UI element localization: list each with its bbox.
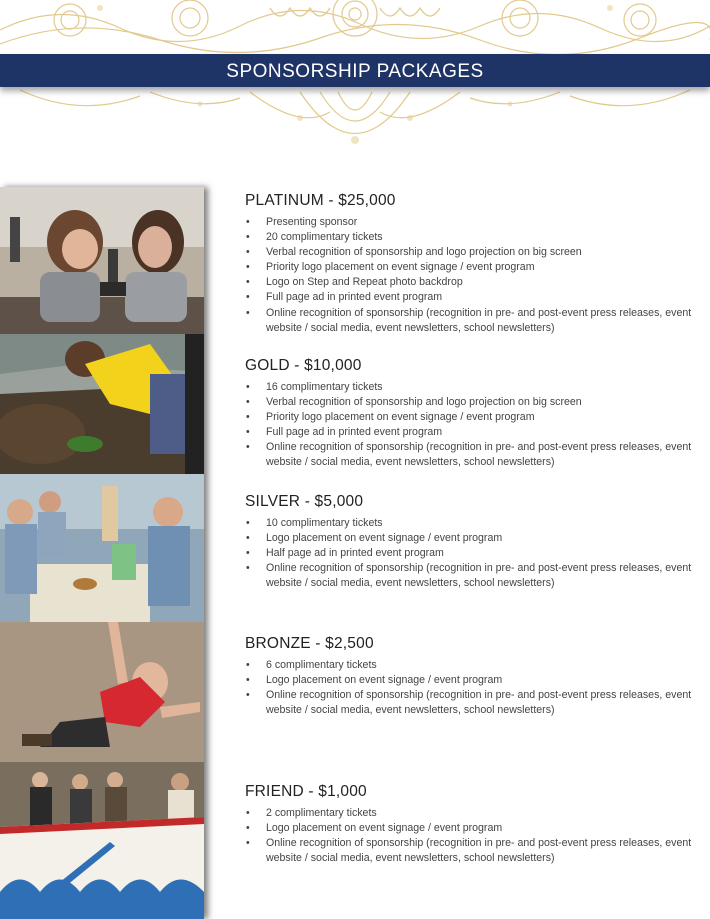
- list-item: • 6 complimentary tickets: [245, 658, 705, 673]
- package-platinum: [245, 192, 705, 336]
- list-item: • Verbal recognition of sponsorship and logo projection on big screen: [245, 245, 705, 260]
- benefits-list: [245, 215, 705, 336]
- package-title: FRIEND - $1,000: [245, 783, 367, 800]
- list-item: • Online recognition of sponsorship (recognition in pre- and post-event press releases, event website / social media, event newsletters, school newsletters): [245, 836, 705, 866]
- benefits-list: [245, 380, 705, 471]
- title-banner: [0, 54, 710, 87]
- photo-column: [0, 187, 204, 919]
- boy-climbing-photo: [0, 622, 204, 762]
- boy-gardening-photo: [0, 334, 204, 474]
- package-title: BRONZE - $2,500: [245, 635, 374, 652]
- list-item: • Online recognition of sponsorship (recognition in pre- and post-event press releases, event website / social media, event newsletters, school newsletters): [245, 306, 705, 336]
- list-item: • Full page ad in printed event program: [245, 290, 705, 305]
- package-bronze: [245, 635, 705, 718]
- list-item: • Priority logo placement on event signage / event program: [245, 260, 705, 275]
- list-item: • Priority logo placement on event signage / event program: [245, 410, 705, 425]
- package-friend: [245, 783, 705, 866]
- list-item: • Online recognition of sponsorship (recognition in pre- and post-event press releases, event website / social media, event newsletters, school newsletters): [245, 440, 705, 470]
- girls-with-microscopes-photo: [0, 187, 204, 334]
- list-item: • Online recognition of sponsorship (recognition in pre- and post-event press releases, event website / social media, event newsletters, school newsletters): [245, 688, 705, 718]
- benefits-list: [245, 806, 705, 866]
- list-item: • Verbal recognition of sponsorship and logo projection on big screen: [245, 395, 705, 410]
- students-at-exhibit-photo: [0, 474, 204, 622]
- package-silver: [245, 493, 705, 591]
- benefits-list: [245, 516, 705, 591]
- list-item: • Full page ad in printed event program: [245, 425, 705, 440]
- list-item: • 16 complimentary tickets: [245, 380, 705, 395]
- list-item: • 10 complimentary tickets: [245, 516, 705, 531]
- package-title: SILVER - $5,000: [245, 493, 364, 510]
- group-with-boat-mural-photo: [0, 762, 204, 919]
- list-item: • Logo placement on event signage / event program: [245, 531, 705, 546]
- gold-ornament-decoration: [0, 0, 710, 180]
- list-item: • Logo placement on event signage / event program: [245, 673, 705, 688]
- list-item: • Half page ad in printed event program: [245, 546, 705, 561]
- list-item: • Logo placement on event signage / event program: [245, 821, 705, 836]
- package-gold: [245, 357, 705, 471]
- package-title: GOLD - $10,000: [245, 357, 362, 374]
- list-item: • 2 complimentary tickets: [245, 806, 705, 821]
- list-item: • 20 complimentary tickets: [245, 230, 705, 245]
- package-title: PLATINUM - $25,000: [245, 192, 396, 209]
- benefits-list: [245, 658, 705, 718]
- page-title: SPONSORSHIP PACKAGES: [226, 61, 484, 82]
- list-item: • Online recognition of sponsorship (recognition in pre- and post-event press releases, event website / social media, event newsletters, school newsletters): [245, 561, 705, 591]
- list-item: • Presenting sponsor: [245, 215, 705, 230]
- list-item: • Logo on Step and Repeat photo backdrop: [245, 275, 705, 290]
